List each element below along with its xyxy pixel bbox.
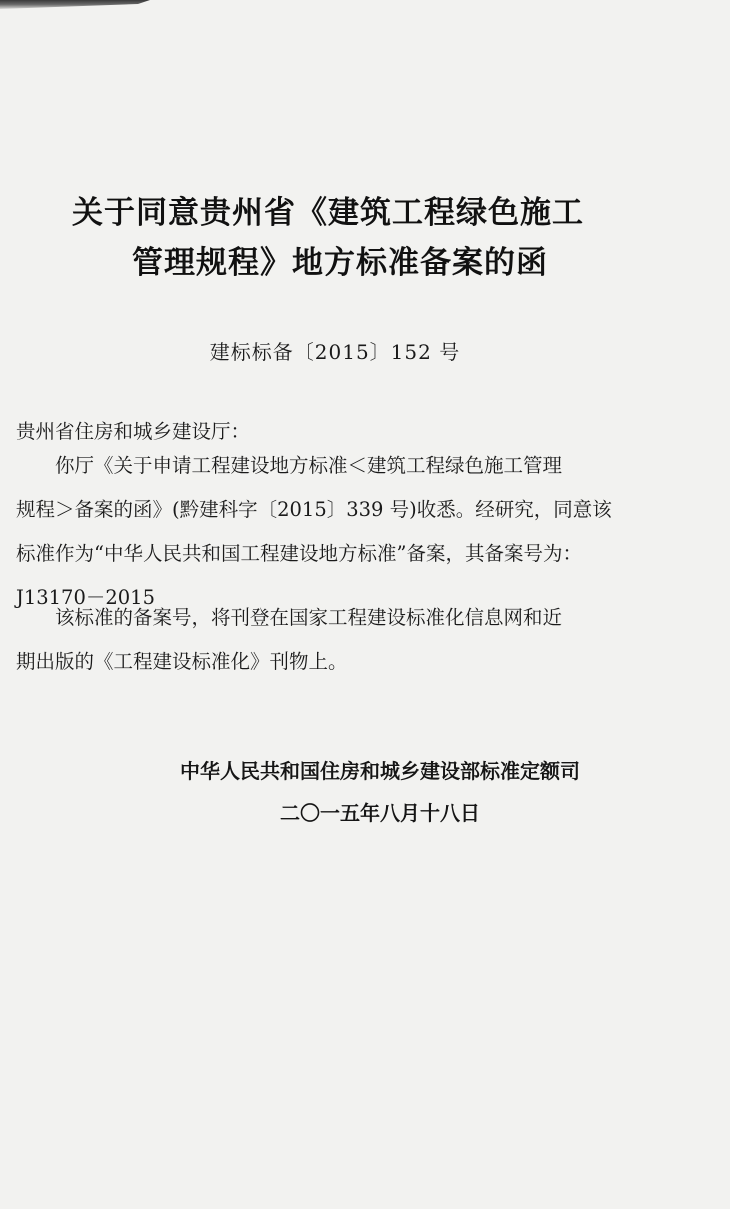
paragraph-2-line-2: 期出版的《工程建设标准化》刊物上。 xyxy=(16,650,348,673)
paragraph-1-line-3: 标准作为“中华人民共和国工程建设地方标准”备案，其备案号为： xyxy=(16,542,582,565)
paragraph-1 xyxy=(16,444,656,620)
paragraph-1-line-2: 规程＞备案的函》(黔建科字〔2015〕339 号)收悉。经研究，同意该 xyxy=(16,498,612,521)
paragraph-1-line-4: J13170－2015 xyxy=(16,586,155,609)
paragraph-2 xyxy=(16,596,656,684)
scan-edge-shadow xyxy=(0,0,150,10)
paragraph-2-line-1: 该标准的备案号，将刊登在国家工程建设标准化信息网和近 xyxy=(55,606,563,629)
salutation: 贵州省住房和城乡建设厅： xyxy=(16,420,251,443)
document-number: 建标标备〔2015〕152 号 xyxy=(209,340,461,364)
paragraph-1-line-1: 你厅《关于申请工程建设地方标准＜建筑工程绿色施工管理 xyxy=(55,454,563,477)
title-line-1: 关于同意贵州省《建筑工程绿色施工 xyxy=(72,195,584,231)
signing-authority: 中华人民共和国住房和城乡建设部标准定额司 xyxy=(180,759,580,783)
document-date: 二〇一五年八月十八日 xyxy=(280,801,480,825)
title-line-2: 管理规程》地方标准备案的函 xyxy=(132,245,548,281)
